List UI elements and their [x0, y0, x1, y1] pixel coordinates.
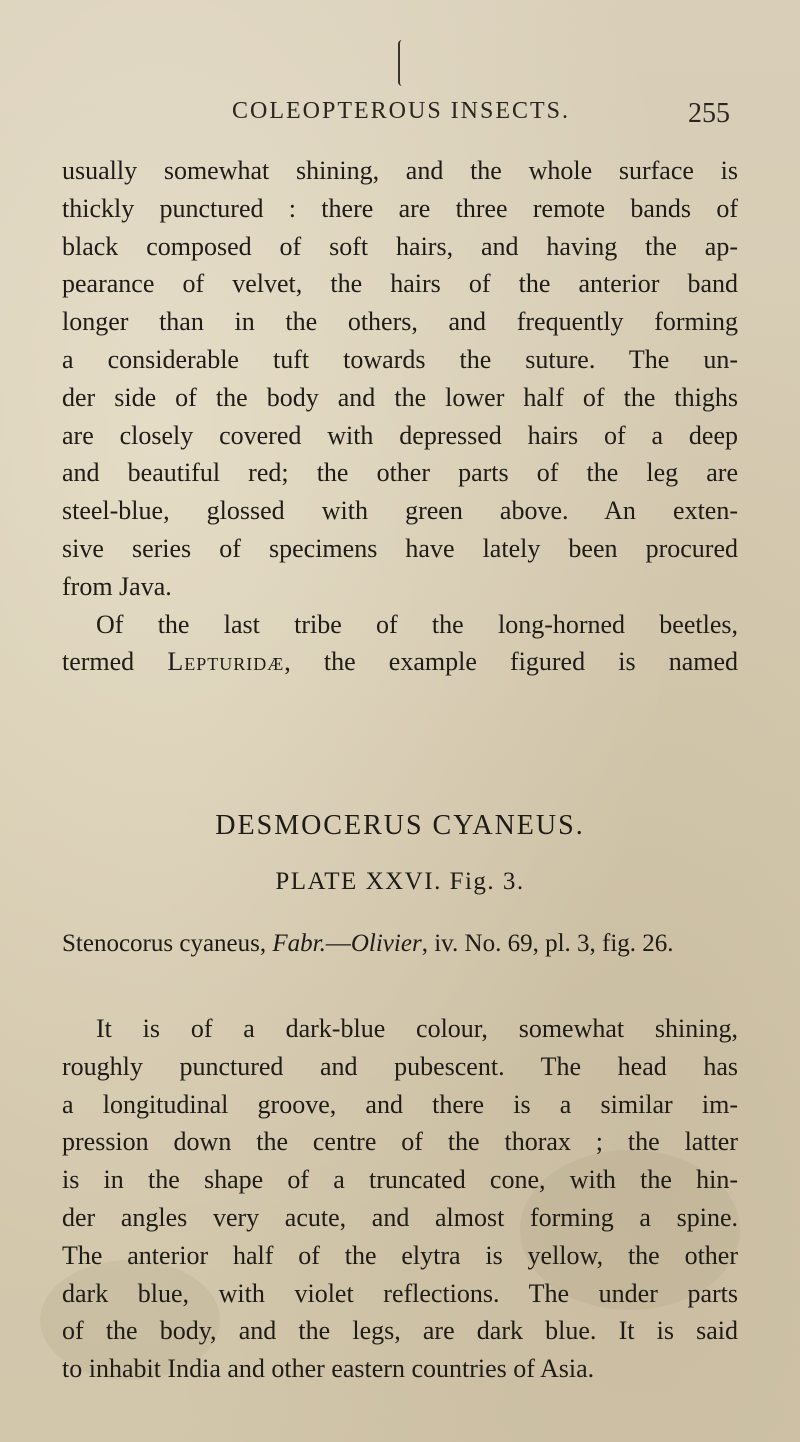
text-line: It is of a dark-blue colour, somewhat shining,	[96, 1014, 738, 1043]
text-line: to inhabit India and other eastern countries of Asia.	[62, 1354, 595, 1384]
text-line: dark blue, with violet reflections. The under parts	[62, 1278, 738, 1308]
text-line: pression down the centre of the thorax ; the latter	[62, 1127, 738, 1157]
paragraph-1	[62, 152, 738, 681]
text-line: usually somewhat shining, and the whole surface is	[62, 156, 738, 185]
synonym-reference: , iv. No. 69, pl. 3, fig. 26.	[421, 930, 674, 957]
text-line: roughly punctured and pubescent. The head has	[62, 1051, 738, 1081]
text-fragment: termed	[62, 647, 168, 677]
text-line: steel-blue, glossed with green above. An exten-	[62, 496, 738, 526]
text-line	[62, 643, 738, 681]
author-fabricius: Fabr.	[272, 930, 326, 957]
text-line: Of the last tribe of the long-horned beetles,	[96, 609, 738, 639]
text-line: thickly punctured : there are three remote bands of	[62, 193, 738, 223]
text-line: black composed of soft hairs, and having the ap-	[62, 231, 738, 261]
text-line: der side of the body and the lower half of the thighs	[62, 382, 738, 412]
text-line: longer than in the others, and frequently forming	[62, 307, 738, 337]
synonymy-line	[62, 930, 738, 958]
text-fragment: , the example figured is named	[284, 647, 738, 677]
text-line: der angles very acute, and almost forming a spine.	[62, 1202, 738, 1232]
text-line: a considerable tuft towards the suture. The un-	[62, 344, 738, 374]
text-line: of the body, and the legs, are dark blue. It is said	[62, 1316, 738, 1346]
dash: —	[325, 930, 351, 957]
text-line: The anterior half of the elytra is yellow, the other	[62, 1240, 738, 1270]
text-line: a longitudinal groove, and there is a similar im-	[62, 1089, 738, 1119]
text-line: pearance of velvet, the hairs of the anterior band	[62, 269, 738, 299]
page-number: 255	[688, 98, 730, 129]
running-head: COLEOPTEROUS INSECTS.	[232, 98, 571, 124]
species-title: DESMOCERUS CYANEUS.	[215, 810, 585, 841]
text-line: sive series of specimens have lately been procured	[62, 533, 738, 563]
tribe-name: Lepturidæ	[167, 647, 285, 677]
text-line: are closely covered with depressed hairs of a deep	[62, 420, 738, 450]
text-line: from Java.	[62, 571, 172, 601]
page-header	[0, 98, 800, 138]
plate-reference: PLATE XXVI. Fig. 3.	[275, 868, 525, 895]
text-line: is in the shape of a truncated cone, with the hin-	[62, 1165, 738, 1195]
text-line: and beautiful red; the other parts of the leg are	[62, 458, 738, 488]
synonym-name: Stenocorus cyaneus,	[62, 930, 273, 957]
margin-mark	[398, 40, 403, 86]
author-olivier: Olivier	[350, 930, 422, 957]
paragraph-3	[62, 1010, 738, 1388]
